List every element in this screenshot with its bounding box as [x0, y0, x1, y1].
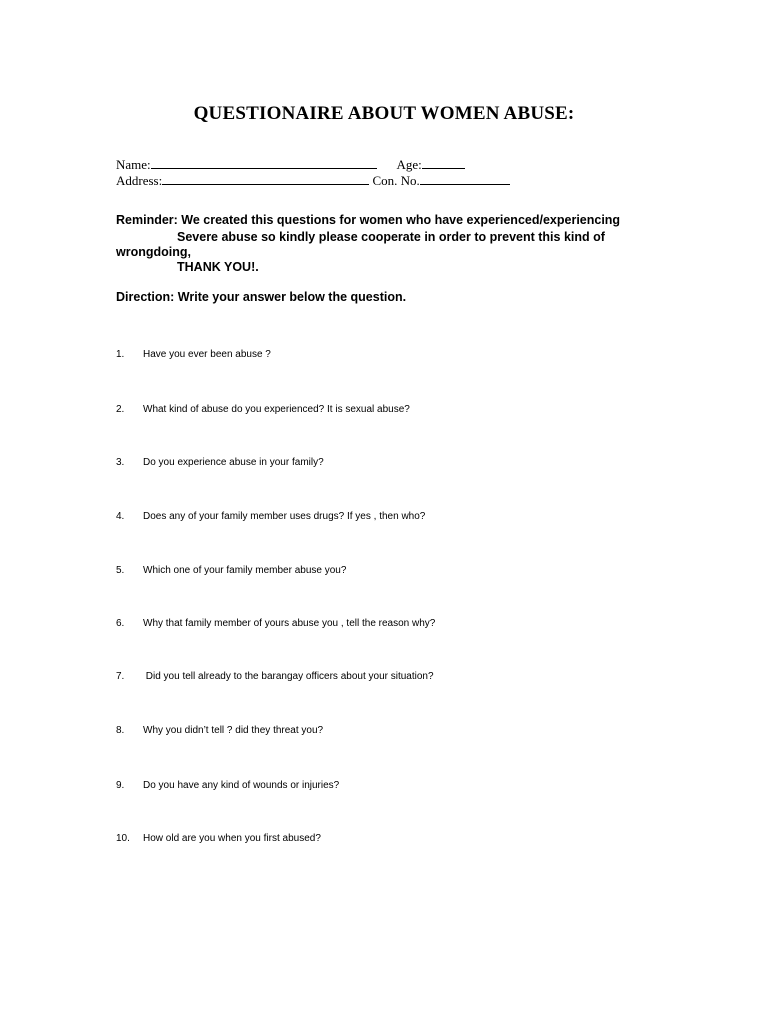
reminder-line-3: wrongdoing,	[116, 245, 191, 259]
question-text: Do you experience abuse in your family?	[143, 457, 324, 468]
question-item	[116, 618, 435, 629]
address-label: Address:	[116, 173, 163, 188]
question-item	[116, 457, 324, 468]
question-number: 9.	[116, 780, 125, 791]
direction-text: Direction: Write your answer below the question.	[116, 290, 407, 304]
question-text: Do you have any kind of wounds or injuries?	[143, 780, 340, 791]
address-field[interactable]	[162, 172, 369, 185]
page-title: QUESTIONAIRE ABOUT WOMEN ABUSE:	[193, 103, 575, 124]
name-label: Name:	[116, 157, 151, 172]
question-item	[116, 833, 321, 844]
question-number: 1.	[116, 349, 125, 360]
question-item	[116, 780, 339, 791]
name-field[interactable]	[151, 156, 377, 169]
contact-field[interactable]	[420, 172, 510, 185]
question-number: 5.	[116, 565, 125, 576]
question-text: What kind of abuse do you experienced? It is sexual abuse?	[143, 404, 410, 415]
contact-label: Con. No.	[372, 173, 420, 188]
age-field[interactable]	[422, 156, 465, 169]
question-text: Why that family member of yours abuse you , tell the reason why?	[143, 618, 436, 629]
question-item	[116, 725, 323, 736]
question-text: Have you ever been abuse ?	[143, 349, 271, 360]
question-number: 10.	[116, 833, 130, 844]
question-item	[116, 349, 271, 360]
name-age-row	[116, 156, 465, 173]
question-text: How old are you when you first abused?	[143, 833, 321, 844]
reminder-thanks: THANK YOU!.	[177, 260, 259, 274]
question-item	[116, 511, 425, 522]
question-item	[116, 565, 346, 576]
question-number: 4.	[116, 511, 125, 522]
reminder-line-1: Reminder: We created this questions for women who have experienced/experiencing	[116, 213, 621, 227]
question-number: 3.	[116, 457, 125, 468]
question-number: 2.	[116, 404, 125, 415]
question-number: 8.	[116, 725, 125, 736]
reminder-line-2: Severe abuse so kindly please cooperate in order to prevent this kind of	[177, 230, 605, 244]
question-text: Did you tell already to the barangay officers about your situation?	[143, 671, 434, 682]
question-text: Does any of your family member uses drugs? If yes , then who?	[143, 511, 426, 522]
question-text: Why you didn’t tell ? did they threat you?	[143, 725, 324, 736]
question-number: 7.	[116, 671, 125, 682]
age-label: Age:	[396, 157, 422, 172]
question-item	[116, 404, 410, 415]
question-number: 6.	[116, 618, 125, 629]
address-contact-row	[116, 172, 510, 189]
question-text: Which one of your family member abuse you?	[143, 565, 347, 576]
question-item	[116, 671, 434, 682]
